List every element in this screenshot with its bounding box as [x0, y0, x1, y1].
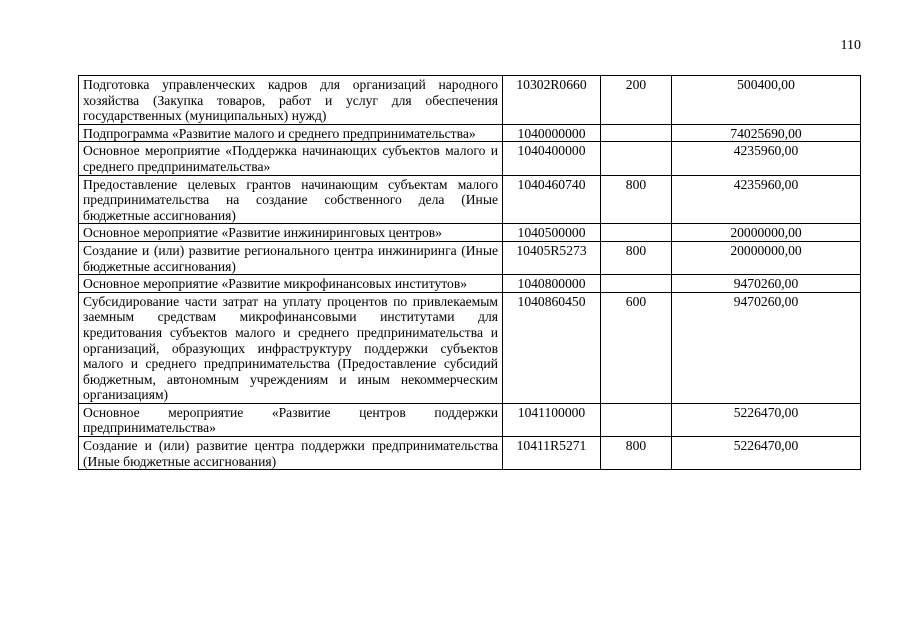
- row-name: Создание и (или) развитие центра поддержки предпринимательства (Иные бюджетные ассигнования): [79, 437, 503, 470]
- row-sum: 9470260,00: [672, 292, 861, 403]
- row-name: Подпрограмма «Развитие малого и среднего предпринимательства»: [79, 124, 503, 142]
- row-code: 10302R0660: [503, 76, 601, 125]
- row-expense-type: [601, 403, 672, 436]
- table-row: [79, 403, 861, 436]
- row-sum: 4235960,00: [672, 142, 861, 175]
- table-row: [79, 437, 861, 470]
- table-row: [79, 275, 861, 293]
- row-expense-type: 600: [601, 292, 672, 403]
- row-name: Создание и (или) развитие регионального центра инжиниринга (Иные бюджетные ассигнования): [79, 241, 503, 274]
- table-row: [79, 224, 861, 242]
- row-expense-type: 800: [601, 175, 672, 224]
- row-expense-type: [601, 124, 672, 142]
- table-row: [79, 241, 861, 274]
- row-sum: 20000000,00: [672, 241, 861, 274]
- row-sum: 9470260,00: [672, 275, 861, 293]
- row-expense-type: [601, 275, 672, 293]
- row-sum: 5226470,00: [672, 437, 861, 470]
- table-row: [79, 142, 861, 175]
- row-name: Подготовка управленческих кадров для организаций народного хозяйства (Закупка товаров, работ и услуг для обеспечения государственных (муниципальных) нужд): [79, 76, 503, 125]
- row-code: 1040860450: [503, 292, 601, 403]
- row-name: Основное мероприятие «Развитие центров поддержки предпринимательства»: [79, 403, 503, 436]
- row-code: 1040000000: [503, 124, 601, 142]
- row-name: Основное мероприятие «Развитие инжиниринговых центров»: [79, 224, 503, 242]
- row-code: 1040400000: [503, 142, 601, 175]
- row-name: Предоставление целевых грантов начинающим субъектам малого предпринимательства на создание собственного дела (Иные бюджетные ассигнования): [79, 175, 503, 224]
- row-code: 1040460740: [503, 175, 601, 224]
- page-number: 110: [840, 38, 861, 53]
- row-sum: 74025690,00: [672, 124, 861, 142]
- row-code: 10411R5271: [503, 437, 601, 470]
- table-row: [79, 124, 861, 142]
- row-code: 10405R5273: [503, 241, 601, 274]
- row-code: 1041100000: [503, 403, 601, 436]
- budget-table: [78, 75, 861, 470]
- row-expense-type: [601, 142, 672, 175]
- row-name: Основное мероприятие «Поддержка начинающих субъектов малого и среднего предпринимательства»: [79, 142, 503, 175]
- row-sum: 5226470,00: [672, 403, 861, 436]
- table-row: [79, 175, 861, 224]
- row-name: Основное мероприятие «Развитие микрофинансовых институтов»: [79, 275, 503, 293]
- row-sum: 20000000,00: [672, 224, 861, 242]
- row-expense-type: 200: [601, 76, 672, 125]
- row-expense-type: [601, 224, 672, 242]
- row-expense-type: 800: [601, 437, 672, 470]
- table-row: [79, 292, 861, 403]
- row-code: 1040500000: [503, 224, 601, 242]
- row-sum: 500400,00: [672, 76, 861, 125]
- row-name: Субсидирование части затрат на уплату процентов по привлекаемым заемным средствам микрофинансовыми институтами для кредитования субъектов малого и среднего предпринимательства и организаций, образующих инфраструктуру поддержки субъектов малого и среднего предпринимательства (Предоставление субсидий бюджетным, автономным учреждениям и иным некоммерческим организациям): [79, 292, 503, 403]
- row-expense-type: 800: [601, 241, 672, 274]
- row-code: 1040800000: [503, 275, 601, 293]
- row-sum: 4235960,00: [672, 175, 861, 224]
- table-row: [79, 76, 861, 125]
